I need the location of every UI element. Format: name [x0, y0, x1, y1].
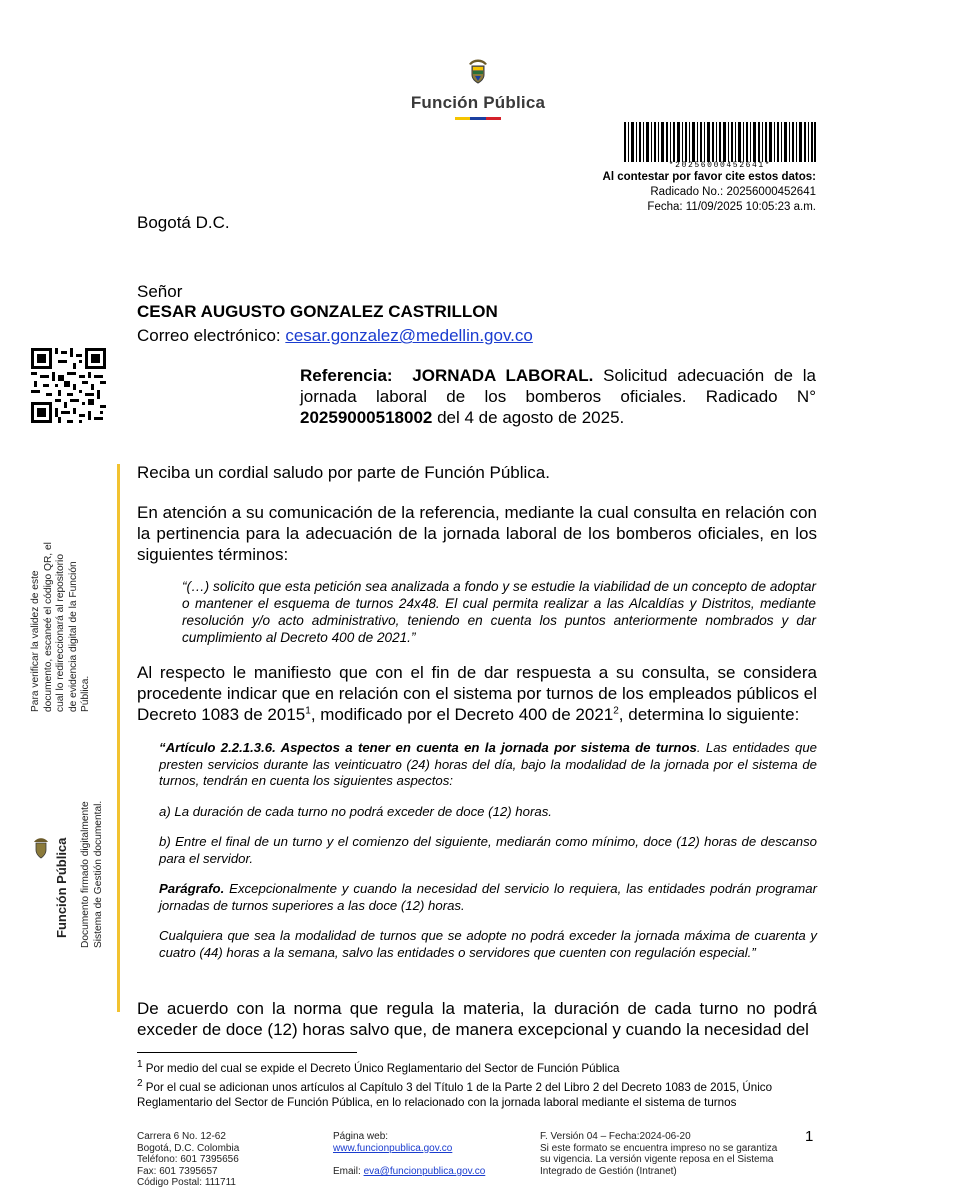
radicado-block: [603, 170, 816, 215]
digital-signature-note: Documento firmado digitalmente Sistema de Gestión documental.: [80, 800, 104, 948]
footer-postal: Código Postal: 111711: [137, 1177, 236, 1188]
footnote-ref-2[interactable]: 2: [613, 705, 619, 717]
paragraph-decree-part-b: , modificado por el Decreto 400 de 2021: [310, 705, 614, 724]
flag-bar: [455, 117, 501, 120]
qr-verify-note: Para verificar la validez de este documento, escaneé el código QR, el cual lo redireccionará al repositorio de evidencia digital de la Función Pública.: [30, 542, 91, 712]
article-title: “Artículo 2.2.1.3.6. Aspectos a tener en cuenta en la jornada por sistema de turnos: [159, 740, 697, 755]
footer-email-label: Email:: [333, 1166, 364, 1177]
reference-text-1: Solicitud adecuación de la jornada laboral de los bomberos oficiales. Radicado N°: [300, 366, 816, 406]
paragraph-decree: [137, 662, 817, 725]
salutation: Señor: [137, 282, 183, 301]
qr-code[interactable]: [31, 348, 106, 423]
paragraph-conclusion: De acuerdo con la norma que regula la materia, la duración de cada turno no podrá exceder de doce (12) horas salvo que, de manera excepcional y cuando la necesidad del: [137, 999, 817, 1039]
footnote-ref-1[interactable]: 1: [305, 705, 311, 717]
recipient-email-link[interactable]: cesar.gonzalez@medellin.gov.co: [285, 326, 533, 345]
article-quote: [159, 740, 817, 961]
paragrafo-label: Parágrafo.: [159, 881, 225, 896]
footer-address-1: Carrera 6 No. 12-62: [137, 1131, 226, 1142]
reference-radicado: 20259000518002: [300, 408, 433, 427]
reference-block: [300, 365, 816, 428]
footer-contact: [333, 1131, 523, 1178]
reference-text-2: del 4 de agosto de 2025.: [432, 408, 625, 427]
page-number: 1: [805, 1128, 814, 1145]
header-logo: [398, 56, 558, 120]
recipient-name: CESAR AUGUSTO GONZALEZ CASTRILLON: [137, 302, 498, 321]
footnote-2: [137, 1080, 817, 1110]
paragraph-decree-part-c: , determina lo siguiente:: [618, 705, 800, 724]
recipient-email-line: [137, 325, 533, 346]
cite-label: Al contestar por favor cite estos datos:: [602, 171, 816, 183]
radicado-number: Radicado No.: 20256000452641: [650, 186, 816, 198]
footnote-1-number: 1: [137, 1059, 143, 1071]
footer-phone: Teléfono: 601 7395656: [137, 1154, 239, 1165]
article-paragrafo: [159, 881, 817, 914]
article-closing: Cualquiera que sea la modalidad de turnos que se adopte no podrá exceder la jornada máxima de cuarenta y cuatro (44) horas a la semana, salvo las entidades o servidores que cuenten con regulación especial.”: [159, 928, 817, 960]
article-item-a: a) La duración de cada turno no podrá exceder de doce (12) horas.: [159, 803, 552, 819]
article-heading: [159, 740, 817, 790]
barcode: [624, 122, 816, 162]
footer-web-link[interactable]: www.funcionpublica.gov.co: [333, 1142, 453, 1154]
footnote-1-text: Por medio del cual se expide el Decreto Único Reglamentario del Sector de Función Pública: [142, 1062, 620, 1075]
sidebar-emblem-icon: [32, 836, 50, 860]
article-intro: . Las entidades que presten servicios durante las veinticuatro (24) horas del día, bajo la modalidad de la jornada por el sistema de turnos, tendrán en cuenta los siguientes aspectos:: [159, 740, 817, 788]
footer-fax: Fax: 601 7395657: [137, 1165, 218, 1177]
margin-accent-rule: [117, 464, 120, 1012]
footer-version: [540, 1131, 790, 1177]
sidebar-brand: Función Pública: [54, 837, 69, 938]
footnote-2-text: Por el cual se adicionan unos artículos al Capítulo 3 del Título 1 de la Parte 2 del Libro 2 del Decreto 1083 de 2015, Único Reglamentario del Sector de Función Pública, en lo relacionado con la jornada laboral mediante el sistema de turnos: [137, 1081, 773, 1109]
footnote-separator: [137, 1052, 357, 1053]
footer-version-line: F. Versión 04 – Fecha:2024-06-20: [540, 1131, 691, 1142]
footer-disclaimer: Si este formato se encuentra impreso no se garantiza su vigencia. La versión vigente reposa en el Sistema Integrado de Gestión (Intranet): [540, 1142, 778, 1177]
reference-label: Referencia:: [300, 366, 393, 385]
logo-title: Función Pública: [410, 93, 546, 112]
barcode-number: *20256000452641*: [668, 161, 772, 170]
footer-web-label: Página web:: [333, 1131, 389, 1142]
coat-of-arms-icon: [463, 56, 493, 86]
footer-email-link[interactable]: eva@funcionpublica.gov.co: [363, 1166, 486, 1177]
paragrafo-text: Excepcionalmente y cuando la necesidad del servicio lo requiera, las entidades podrán programar jornadas de turnos superiores a las doce (12) horas.: [159, 881, 817, 913]
city: Bogotá D.C.: [137, 213, 230, 232]
footnote-2-number: 2: [137, 1078, 143, 1090]
paragraph-context: En atención a su comunicación de la referencia, mediante la cual consulta en relación con la pertinencia para la adecuación de la jornada laboral de los bomberos oficiales, en los siguientes términos:: [137, 503, 817, 564]
radicado-date: Fecha: 11/09/2025 10:05:23 a.m.: [647, 201, 816, 213]
email-label: Correo electrónico:: [137, 326, 286, 345]
greeting: Reciba un cordial saludo por parte de Función Pública.: [137, 463, 550, 482]
footer-address: [137, 1131, 307, 1189]
reference-topic: JORNADA LABORAL.: [412, 366, 594, 385]
footer-address-2: Bogotá, D.C. Colombia: [137, 1142, 240, 1154]
article-item-b: b) Entre el final de un turno y el comienzo del siguiente, mediarán como mínimo, doce (12) horas de descanso para el servidor.: [159, 834, 817, 866]
footnote-1: [137, 1061, 817, 1076]
paragraph-decree-part-a: Al respecto le manifiesto que con el fin de dar respuesta a su consulta, se considera procedente indicar que en relación con el sistema por turnos de los empleados públicos el Decreto 1083 de 2015: [137, 663, 817, 724]
petition-quote: “(…) solicito que esta petición sea analizada a fondo y se estudie la viabilidad de un concepto de adoptar o mantener el esquema de turnos 24x48. El cual permita realizar a las Alcaldías y Distritos, mediante resolución y/o acto administrativo, teniendo en cuenta los puntos anteriormente nombrados y dar cumplimiento al Decreto 400 de 2021.”: [182, 579, 816, 645]
